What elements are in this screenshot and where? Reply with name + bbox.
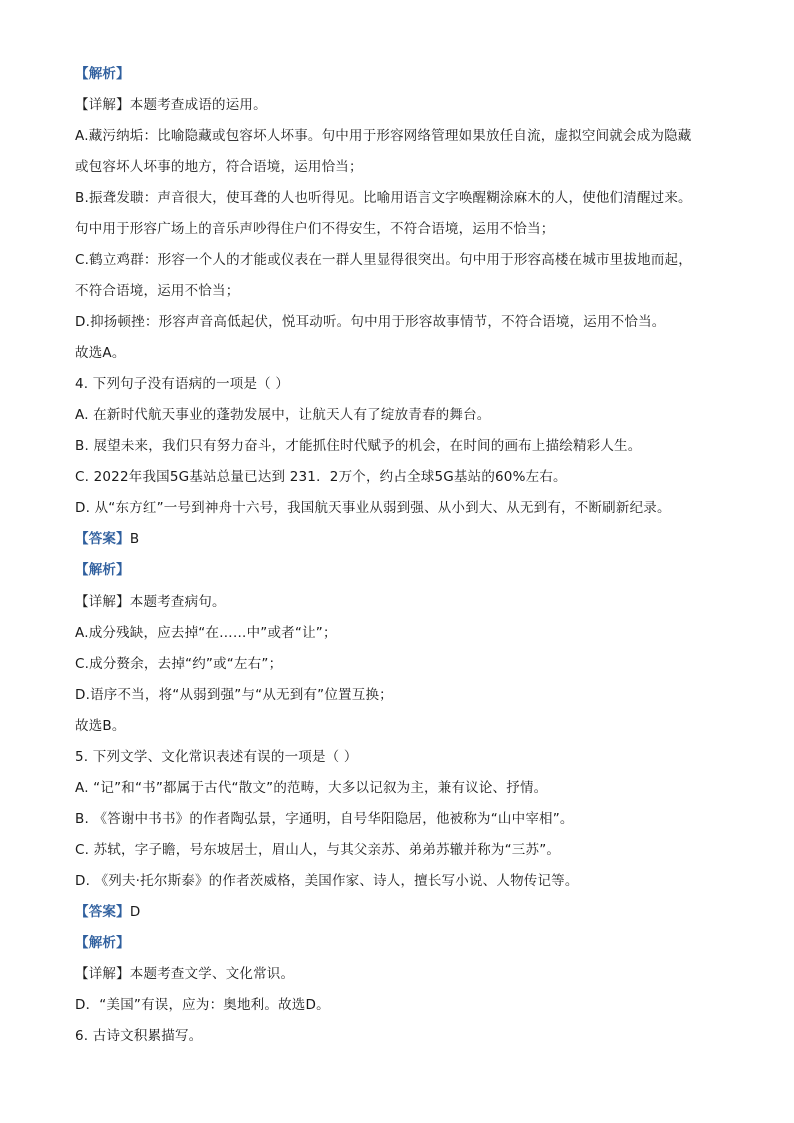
text-line (75, 778, 725, 798)
line-text: A.成分残缺，应去掉“在……中”或者“让”； (75, 625, 337, 641)
text-line (75, 716, 725, 736)
line-text: D. 从“东方红”一号到神舟十六号，我国航天事业从弱到强、从小到大、从无到有，不断刷新纪录。 (75, 500, 671, 516)
text-line (75, 219, 725, 239)
text-line (75, 871, 725, 891)
text-line (75, 64, 725, 84)
text-line (75, 188, 725, 208)
text-line (75, 964, 725, 984)
text-line (75, 95, 725, 115)
text-line (75, 157, 725, 177)
text-line (75, 529, 725, 549)
line-text: D.抑扬顿挫：形容声音高低起伏，悦耳动听。句中用于形容故事情节，不符合语境，运用不恰当。 (75, 314, 666, 330)
line-text: D．“美国”有误，应为：奥地利。故选D。 (75, 997, 330, 1013)
text-line (75, 685, 725, 705)
section-label: 【答案】 (75, 904, 130, 920)
text-line (75, 498, 725, 518)
line-text: B. 《答谢中书书》的作者陶弘景，字通明，自号华阳隐居，他被称为“山中宰相”。 (75, 811, 574, 827)
text-line (75, 809, 725, 829)
line-text: D. 《列夫·托尔斯泰》的作者茨威格，美国作家、诗人，擅长写小说、人物传记等。 (75, 873, 579, 889)
line-text: 4. 下列句子没有语病的一项是（ ） (75, 376, 290, 392)
line-text: 故选A。 (75, 345, 126, 361)
text-line (75, 623, 725, 643)
line-text: 【详解】本题考查成语的运用。 (75, 97, 267, 113)
line-text: D (129, 904, 141, 920)
text-line (75, 1026, 725, 1046)
text-line (75, 592, 725, 612)
line-text: 5. 下列文学、文化常识表述有误的一项是（ ） (75, 749, 358, 765)
line-text: 【详解】本题考查文学、文化常识。 (75, 966, 295, 982)
text-line (75, 126, 725, 146)
line-text: 或包容坏人坏事的地方，符合语境，运用恰当； (75, 159, 363, 175)
section-label: 【解析】 (75, 935, 130, 951)
text-line (75, 281, 725, 301)
text-line (75, 405, 725, 425)
text-line (75, 374, 725, 394)
section-label: 【解析】 (75, 562, 130, 578)
text-line (75, 343, 725, 363)
text-line (75, 467, 725, 487)
line-text: 6. 古诗文积累描写。 (75, 1028, 203, 1044)
line-text: C. 苏轼，字子瞻，号东坡居士，眉山人，与其父亲苏、弟弟苏辙并称为“三苏”。 (75, 842, 561, 858)
line-text: A.藏污纳垢：比喻隐藏或包容坏人坏事。句中用于形容网络管理如果放任自流，虚拟空间就会成为隐藏 (75, 128, 692, 144)
text-line (75, 995, 725, 1015)
line-text: 故选B。 (75, 718, 126, 734)
section-label: 【解析】 (75, 66, 130, 82)
text-line (75, 560, 725, 580)
text-line (75, 840, 725, 860)
line-text: B (129, 531, 140, 547)
text-line (75, 933, 725, 953)
line-text: B.振聋发聩：声音很大，使耳聋的人也听得见。比喻用语言文字唤醒糊涂麻木的人，使他们清醒过来。 (75, 190, 692, 206)
line-text: C.鹤立鸡群：形容一个人的才能或仪表在一群人里显得很突出。句中用于形容高楼在城市里拔地而起， (75, 252, 692, 268)
text-line (75, 902, 725, 922)
text-line (75, 747, 725, 767)
line-text: 句中用于形容广场上的音乐声吵得住户们不得安生，不符合语境，运用不恰当； (75, 221, 555, 237)
line-text: D.语序不当，将“从弱到强”与“从无到有”位置互换； (75, 687, 393, 703)
line-text: 【详解】本题考查病句。 (75, 594, 226, 610)
line-text: A. “记”和“书”都属于古代“散文”的范畴，大多以记叙为主，兼有议论、抒情。 (75, 780, 548, 796)
text-line (75, 312, 725, 332)
line-text: C.成分赘余，去掉“约”或“左右”； (75, 656, 283, 672)
text-line (75, 250, 725, 270)
text-line (75, 436, 725, 456)
text-line (75, 654, 725, 674)
line-text: A. 在新时代航天事业的蓬勃发展中，让航天人有了绽放青春的舞台。 (75, 407, 491, 423)
line-text: 不符合语境，运用不恰当； (75, 283, 240, 299)
section-label: 【答案】 (75, 531, 130, 547)
line-text: B. 展望未来，我们只有努力奋斗，才能抓住时代赋予的机会，在时间的画布上描绘精彩人生。 (75, 438, 642, 454)
line-text: C. 2022年我国5G基站总量已达到 231．2万个，约占全球5G基站的60%左右。 (75, 469, 567, 485)
